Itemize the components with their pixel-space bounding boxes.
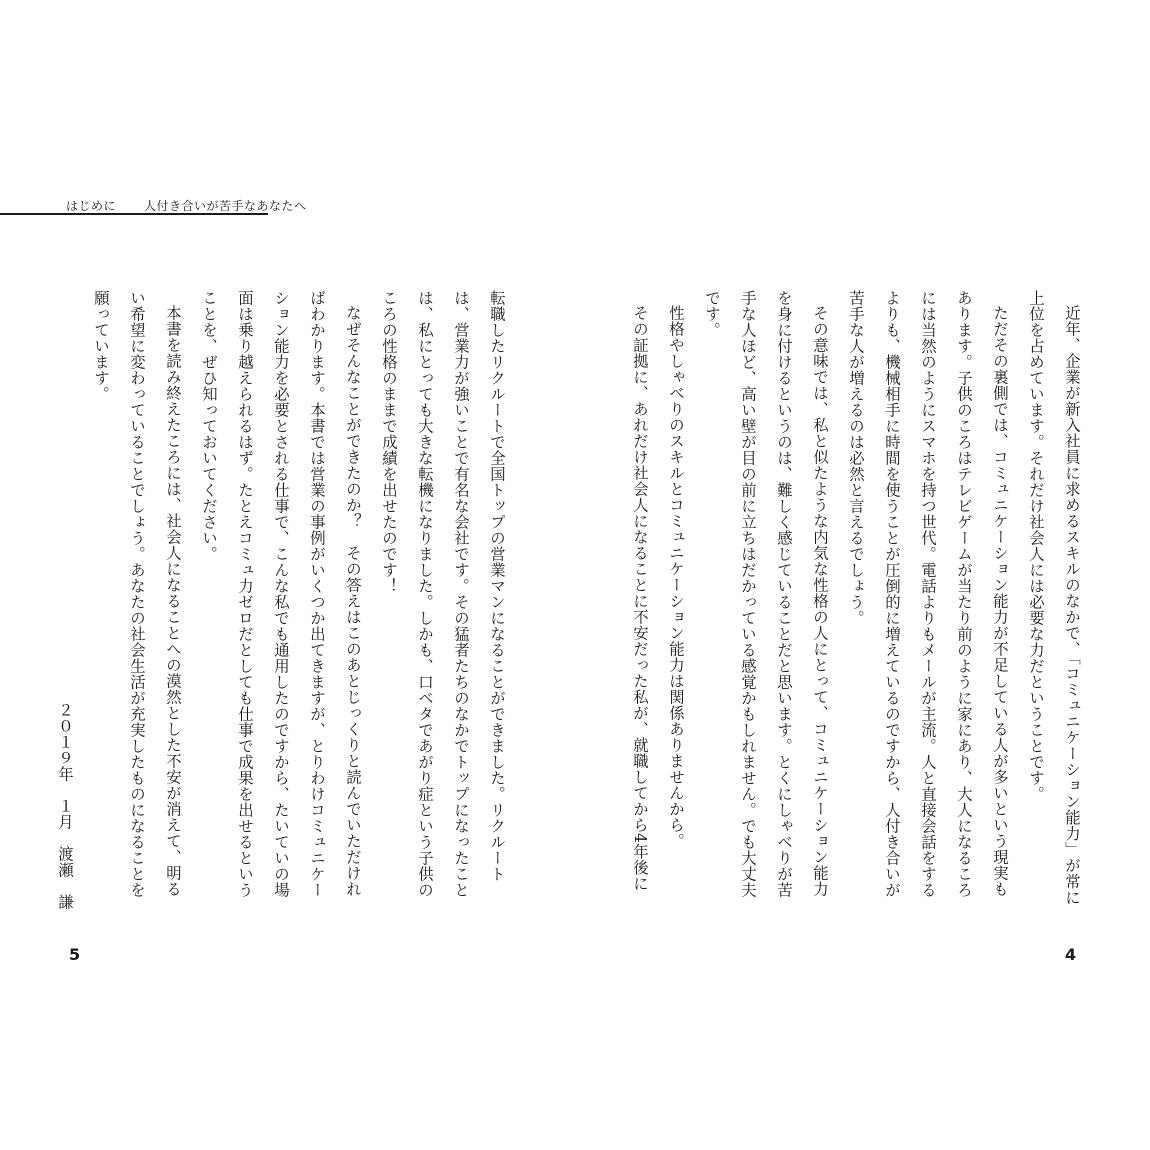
paragraph: 転職したリクルートで全国トップの営業マンになることができました。リクルートは、営業力が強いことで有名な会社です。その猛者たちのなかでトップになったことは、私にとっても大きな転機になりました。しかも、口ベタであがり症という子供のころの性格のままで成績を出せたのです！ [380,290,506,898]
paragraph: ただその裏側では、コミュニケーション能力が不足している人が多いという現実もあります。子供のころはテレビゲームが当たり前のように家にあり、大人になるころには当然のようにスマホを持つ世代。電話よりもメールが主流。人と直接会話をするよりも、機械相手に時間を使うことが圧倒的に増えているのですから、人付き合いが苦手な人が増えるのは必然と言えるでしょう。 [847,290,1009,898]
page-number-left: 5 [69,945,81,964]
left-page-text [56,290,515,910]
right-page-text [631,290,1090,910]
paragraph: 性格やしゃべりのスキルとコミュニケーション能力は関係ありませんから。 [667,305,685,850]
paragraph: その証拠に、あれだけ社会人になることに不安だった私が、就職してから4年後に [631,305,649,892]
paragraph: 本書を読み終えたころには、社会人になることへの漠然とした不安が消えて、明るい希望に変わっていることでしょう。あなたの社会生活が充実したものになることを願っています。 [92,290,182,898]
paragraph: その意味では、私と似たような内気な性格の人にとって、コミュニケーション能力を身に付けるというのは、難しく感じていることだと思います。とくにしゃべりが苦手な人ほど、高い壁が目の前に立ちはだかっている感覚かもしれません。でも大丈夫です。 [703,290,829,898]
signature: ２０１９年 １月 渡瀬 謙 [56,702,74,910]
page-number-right: 4 [1065,945,1077,964]
running-head-section: はじめに [66,199,117,213]
running-head-title: 人付き合いが苦手なあなたへ [144,199,307,213]
running-head [66,197,307,214]
paragraph: なぜそんなことができたのか？ その答えはこのあとじっくりと読んでいただければわかります。本書では営業の事例がいくつか出てきますが、とりわけコミュニケーション能力を必要とされる仕事で、こんな私でも通用したのですから、たいていの場面は乗り越えられるはず。たとえコミュ力ゼロだとしても仕事で成果を出せるということを、ぜひ知っておいてください。 [200,290,362,898]
running-head-rule [0,213,268,215]
paragraph: 近年、企業が新入社員に求めるスキルのなかで、「コミュニケーション能力」が常に上位を占めています。それだけ社会人には必要な力だということです。 [1027,290,1081,906]
